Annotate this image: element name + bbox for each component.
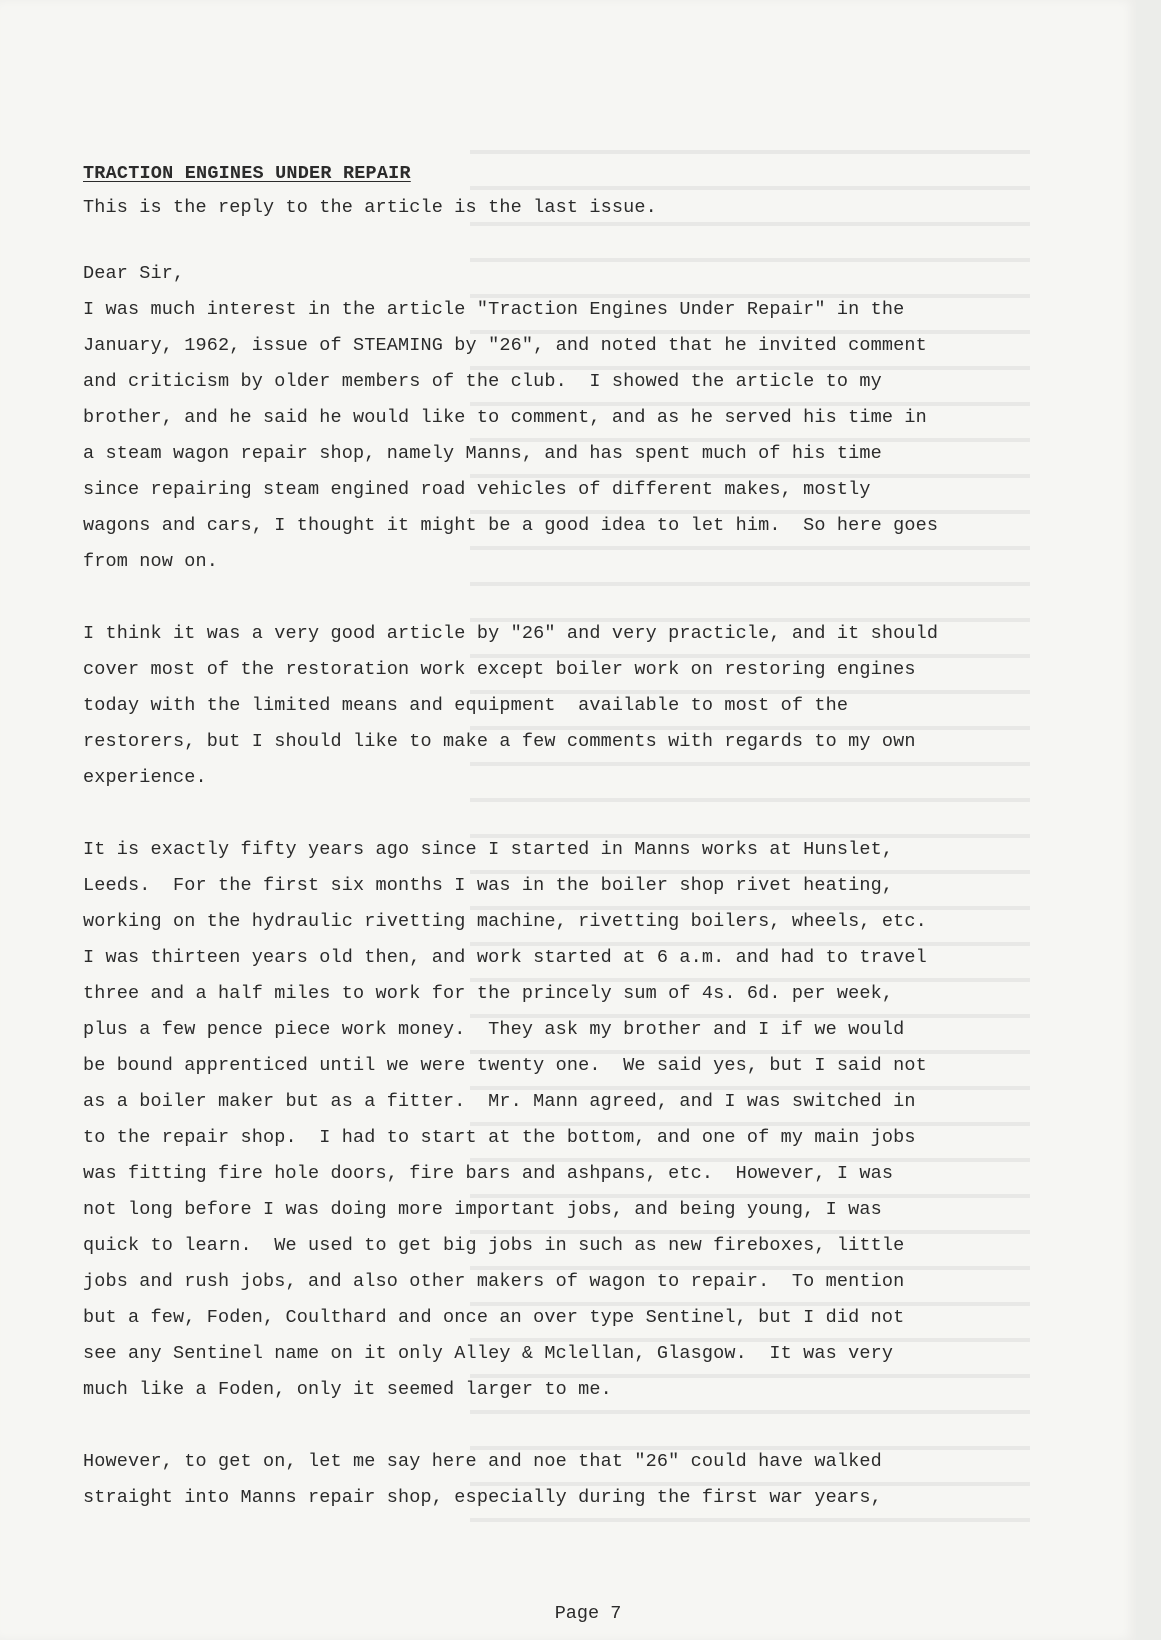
text-line: jobs and rush jobs, and also other makers of wagon to repair. To mention xyxy=(83,1271,905,1292)
text-line: a steam wagon repair shop, namely Manns, and has spent much of his time xyxy=(83,443,882,464)
text-line: not long before I was doing more important jobs, and being young, I was xyxy=(83,1199,882,1220)
text-line: plus a few pence piece work money. They ask my brother and I if we would xyxy=(83,1019,905,1040)
text-line: but a few, Foden, Coulthard and once an over type Sentinel, but I did not xyxy=(83,1307,905,1328)
text-line: working on the hydraulic rivetting machine, rivetting boilers, wheels, etc. xyxy=(83,911,927,932)
text-line: much like a Foden, only it seemed larger to me. xyxy=(83,1379,612,1400)
text-line: experience. xyxy=(83,767,207,788)
text-line: today with the limited means and equipment available to most of the xyxy=(83,695,849,716)
text-line: Leeds. For the first six months I was in the boiler shop rivet heating, xyxy=(83,875,894,896)
text-line: straight into Manns repair shop, especially during the first war years, xyxy=(83,1487,882,1508)
text-line: wagons and cars, I thought it might be a good idea to let him. So here goes xyxy=(83,515,939,536)
page-number: Page 7 xyxy=(554,1603,622,1624)
text-line: to the repair shop. I had to start at the bottom, and one of my main jobs xyxy=(83,1127,916,1148)
article-heading: TRACTION ENGINES UNDER REPAIR xyxy=(83,163,411,184)
text-line: I was much interest in the article "Traction Engines Under Repair" in the xyxy=(83,299,905,320)
text-line: as a boiler maker but as a fitter. Mr. Mann agreed, and I was switched in xyxy=(83,1091,916,1112)
paragraph-1 xyxy=(83,292,1043,580)
text-line: I think it was a very good article by "26" and very practicle, and it should xyxy=(83,623,939,644)
text-line: three and a half miles to work for the princely sum of 4s. 6d. per week, xyxy=(83,983,894,1004)
text-line: quick to learn. We used to get big jobs in such as new fireboxes, little xyxy=(83,1235,905,1256)
text-line: be bound apprenticed until we were twenty one. We said yes, but I said not xyxy=(83,1055,927,1076)
text-line: brother, and he said he would like to comment, and as he served his time in xyxy=(83,407,927,428)
text-line: restorers, but I should like to make a few comments with regards to my own xyxy=(83,731,916,752)
text-line: It is exactly fifty years ago since I started in Manns works at Hunslet, xyxy=(83,839,894,860)
text-line: However, to get on, let me say here and noe that "26" could have walked xyxy=(83,1451,882,1472)
text-line: cover most of the restoration work except boiler work on restoring engines xyxy=(83,659,916,680)
text-line: I was thirteen years old then, and work started at 6 a.m. and had to travel xyxy=(83,947,927,968)
salutation: Dear Sir, xyxy=(83,263,185,284)
text-line: since repairing steam engined road vehicles of different makes, mostly xyxy=(83,479,871,500)
paragraph-4 xyxy=(83,1444,1043,1516)
text-line: see any Sentinel name on it only Alley & Mclellan, Glasgow. It was very xyxy=(83,1343,894,1364)
intro-line: This is the reply to the article is the last issue. xyxy=(83,197,657,218)
text-line: January, 1962, issue of STEAMING by "26", and noted that he invited comment xyxy=(83,335,927,356)
text-line: was fitting fire hole doors, fire bars and ashpans, etc. However, I was xyxy=(83,1163,894,1184)
text-line: and criticism by older members of the club. I showed the article to my xyxy=(83,371,882,392)
paragraph-3 xyxy=(83,832,1043,1408)
paragraph-2 xyxy=(83,616,1043,796)
article-body xyxy=(83,147,1043,1516)
text-line: from now on. xyxy=(83,551,219,572)
